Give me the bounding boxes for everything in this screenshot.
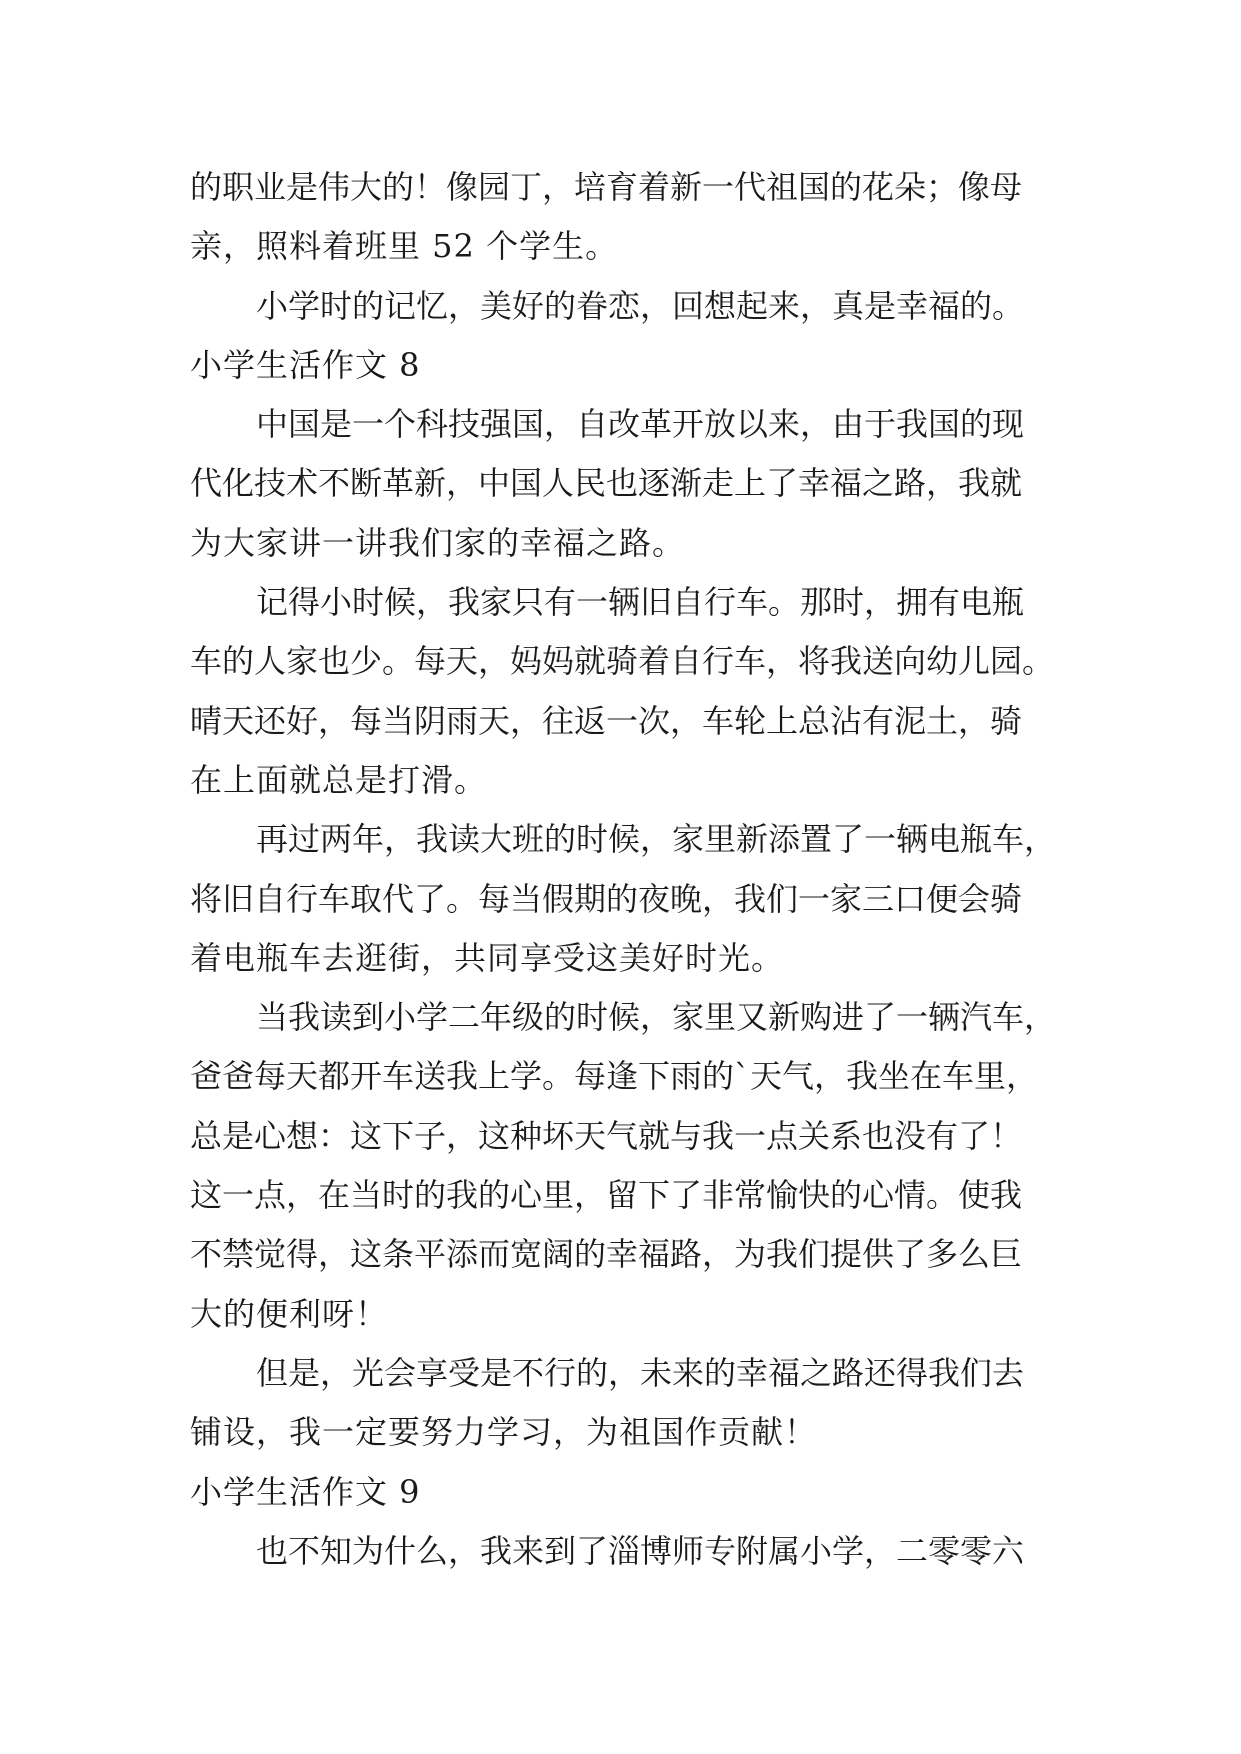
paragraph-first-line: 中国是一个科技强国，自改革开放以来，由于我国的现	[256, 405, 1025, 444]
text-line: 为大家讲一讲我们家的幸福之路。	[190, 523, 686, 562]
text-line: 大的便利呀！	[190, 1294, 389, 1333]
text-line: 爸爸每天都开车送我上学。每逢下雨的`天气，我坐在车里，	[190, 1057, 1039, 1096]
text-line: 总是心想：这下子，这种坏天气就与我一点关系也没有了！	[190, 1116, 1023, 1155]
text-line: 这一点，在当时的我的心里，留下了非常愉快的心情。使我	[190, 1176, 1023, 1215]
essay-text	[190, 158, 1070, 1581]
paragraph-first-line: 小学时的记忆，美好的眷恋，回想起来，真是幸福的。	[256, 286, 1025, 325]
text-line: 亲，照料着班里 52 个学生。	[190, 227, 619, 266]
text-line: 代化技术不断革新，中国人民也逐渐走上了幸福之路，我就	[190, 464, 1023, 503]
text-line: 铺设，我一定要努力学习，为祖国作贡献！	[190, 1413, 818, 1452]
text-line: 在上面就总是打滑。	[190, 760, 488, 799]
paragraph-first-line: 也不知为什么，我来到了淄博师专附属小学，二零零六	[256, 1531, 1025, 1570]
paragraph-first-line: 记得小时候，我家只有一辆旧自行车。那时，拥有电瓶	[256, 583, 1025, 622]
section-heading: 小学生活作文 8	[190, 345, 421, 384]
text-line: 的职业是伟大的！像园丁，培育着新一代祖国的花朵；像母	[190, 168, 1023, 206]
text-line: 将旧自行车取代了。每当假期的夜晚，我们一家三口便会骑	[190, 879, 1023, 918]
section-heading: 小学生活作文 9	[190, 1472, 421, 1511]
paragraph-first-line: 当我读到小学二年级的时候，家里又新购进了一辆汽车，	[256, 998, 1057, 1037]
paragraph-first-line: 但是，光会享受是不行的，未来的幸福之路还得我们去	[256, 1353, 1025, 1392]
text-line: 晴天还好，每当阴雨天，往返一次，车轮上总沾有泥土，骑	[190, 701, 1023, 740]
text-line: 车的人家也少。每天，妈妈就骑着自行车，将我送向幼儿园。	[190, 642, 1055, 681]
text-line: 不禁觉得，这条平添而宽阔的幸福路，为我们提供了多么巨	[190, 1235, 1023, 1274]
text-line: 着电瓶车去逛街，共同享受这美好时光。	[190, 938, 785, 977]
paragraph-first-line: 再过两年，我读大班的时候，家里新添置了一辆电瓶车，	[256, 820, 1057, 859]
